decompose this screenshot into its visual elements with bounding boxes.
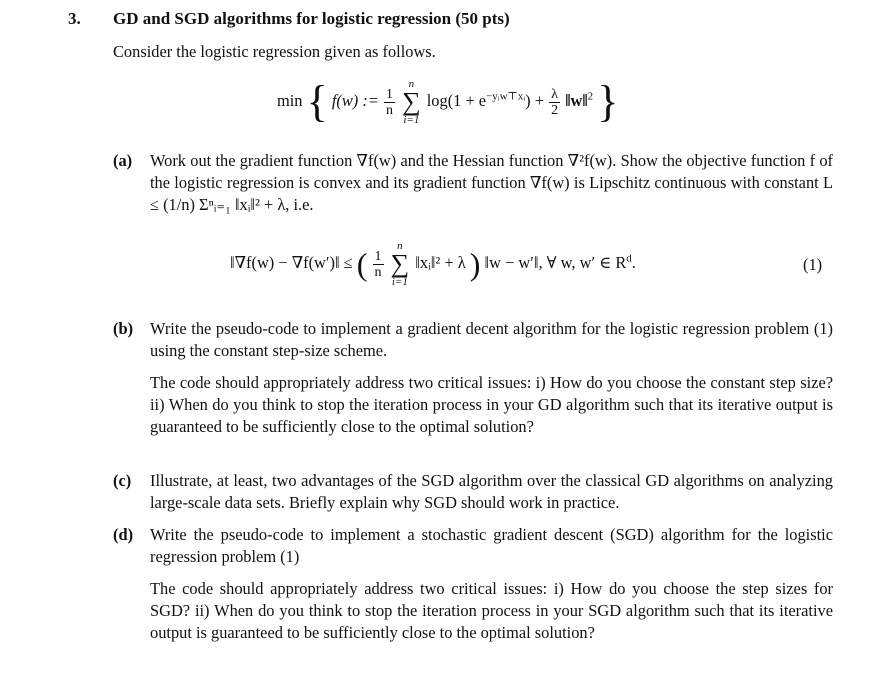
reg-square: 2	[587, 90, 594, 103]
eq1-one-over-n: $\frac{1}{n}$	[374, 248, 382, 280]
min-operator: min	[277, 90, 303, 110]
sum-symbol: n ∑ i=1	[402, 78, 421, 126]
objective-formula	[277, 78, 618, 126]
part-a-text: Work out the gradient function ∇f(w) and the Hessian function ∇²f(w). Show the objective function f of the logistic regression is convex and its gradient function ∇f(w) is Lipschitz continuous with constant L ≤ (1/n) Σⁿᵢ₌₁ ‖xᵢ‖² + λ, i.e.	[150, 151, 833, 214]
eq1-end: .	[631, 252, 636, 272]
part-c	[113, 470, 833, 514]
left-brace: {	[306, 77, 328, 126]
part-d-label: (d)	[113, 525, 134, 544]
close-paren: )	[469, 246, 481, 282]
eq1-term: ‖xᵢ‖² + λ	[415, 252, 466, 272]
problem-intro: Consider the logistic regression given as follows.	[113, 42, 436, 61]
right-brace: }	[597, 77, 619, 126]
part-c-text: Illustrate, at least, two advantages of the SGD algorithm over the classical GD algorithms on analyzing large-scale data sets. Briefly explain why SGD should work in practice.	[150, 471, 833, 512]
part-d-text: Write the pseudo-code to implement a stochastic gradient descent (SGD) algorithm for the logistic regression problem (1)	[150, 525, 833, 566]
part-b	[113, 318, 833, 438]
part-a-label: (a)	[113, 151, 133, 170]
problem-number: 3.	[68, 9, 81, 28]
part-d-text2: The code should appropriately address two critical issues: i) How do you choose the step sizes for SGD? ii) When do you think to stop the iteration process in your SGD algorithm such that its iterative output is guaranteed to be sufficiently close to the optimal solution?	[150, 579, 833, 642]
problem-title: GD and SGD algorithms for logistic regression (50 pts)	[113, 9, 510, 28]
part-b-label: (b)	[113, 319, 134, 338]
eq1-dimension: d	[626, 252, 632, 265]
part-c-label: (c)	[113, 471, 132, 490]
part-b-text: Write the pseudo-code to implement a gradient decent algorithm for the logistic regression problem (1) using the constant step-size scheme.	[150, 319, 833, 360]
part-b-text2: The code should appropriately address two critical issues: i) How do you choose the constant step size? ii) When do you think to stop the iteration process in your GD algorithm such that its iterative output is guaranteed to be sufficiently close to the optimal solution?	[150, 373, 833, 436]
one-over-n: $\frac{1}{n}$	[385, 86, 393, 118]
log-close: ) +	[525, 90, 544, 110]
eq1-lhs: ‖∇f(w) − ∇f(w′)‖ ≤	[230, 252, 353, 272]
eq1-rhs: ‖w − w′‖, ∀ w, w′ ∈ R	[484, 252, 627, 272]
open-paren: (	[356, 246, 368, 282]
reg-norm: ‖w‖	[565, 90, 588, 110]
equation-number: (1)	[803, 255, 823, 274]
eq1-sum-symbol: n ∑ i=1	[390, 240, 410, 288]
part-d	[113, 524, 833, 644]
log-term: log(1 + e	[426, 90, 487, 110]
part-a	[113, 150, 833, 216]
objective-lhs: f(w) :=	[331, 90, 379, 110]
lambda-over-two: $\frac{\lambda}{2}$	[551, 86, 559, 118]
exponent: −yᵢw⊤xᵢ	[486, 90, 526, 103]
lipschitz-equation	[230, 240, 636, 288]
